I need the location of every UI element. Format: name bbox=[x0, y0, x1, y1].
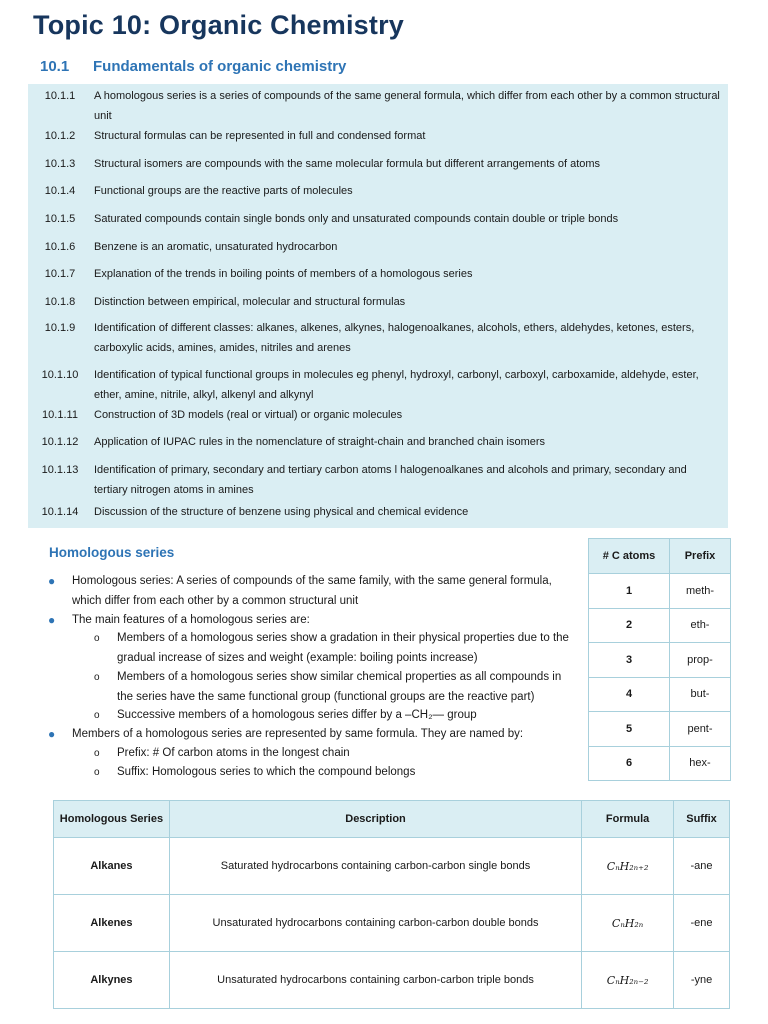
suffix-cell: -ene bbox=[674, 895, 730, 952]
objective-text: Saturated compounds contain single bonds only and unsaturated compounds contain double or triple bonds bbox=[94, 213, 619, 225]
objective-code: 10.1.12 bbox=[41, 436, 79, 448]
column-header: Formula bbox=[582, 801, 674, 838]
series-name-cell: Alkanes bbox=[54, 838, 170, 895]
objective-text: Distinction between empirical, molecular and structural formulas bbox=[94, 296, 406, 308]
bullet-icon: ● bbox=[48, 727, 56, 741]
prefix-cell: pent- bbox=[670, 712, 731, 747]
objective-text: Identification of typical functional groups in molecules eg phenyl, hydroxyl, carbonyl, carboxyl, carboxamide, aldehyde, ester, ether, amine, nitrile, alkyl, alkenyl and alkynyl bbox=[94, 369, 699, 401]
objective-code: 10.1.13 bbox=[41, 464, 79, 476]
column-header: Homologous Series bbox=[54, 801, 170, 838]
prefix-table bbox=[588, 538, 731, 781]
prefix-cell: hex- bbox=[670, 746, 731, 781]
objective-text: Functional groups are the reactive parts of molecules bbox=[94, 185, 353, 197]
table-row bbox=[54, 952, 730, 1009]
objective-text: Explanation of the trends in boiling points of members of a homologous series bbox=[94, 268, 473, 280]
description-cell: Unsaturated hydrocarbons containing carbon-carbon double bonds bbox=[169, 895, 581, 952]
circle-bullet-icon: o bbox=[94, 672, 100, 683]
circle-bullet-icon: o bbox=[94, 748, 100, 759]
formula-cell: CₙH₂ₙ₋₂ bbox=[582, 952, 674, 1009]
prefix-cell: eth- bbox=[670, 608, 731, 643]
list-item-text: Suffix: Homologous series to which the compound belongs bbox=[117, 766, 416, 778]
list-item-text: Members of a homologous series show similar chemical properties as all compounds in the series have the same functional group (functional groups are the reactive part) bbox=[117, 671, 562, 703]
prefix-cell: but- bbox=[670, 677, 731, 712]
formula-cell: CₙH₂ₙ bbox=[582, 895, 674, 952]
table-row bbox=[589, 608, 731, 643]
carbon-count-cell: 6 bbox=[589, 746, 670, 781]
objective-code: 10.1.7 bbox=[44, 268, 76, 280]
objective-text: Structural formulas can be represented in full and condensed format bbox=[94, 130, 426, 142]
table-row bbox=[54, 895, 730, 952]
series-name-cell: Alkynes bbox=[54, 952, 170, 1009]
section-heading bbox=[40, 58, 346, 75]
prefix-cell: meth- bbox=[670, 574, 731, 609]
section-number: 10.1 bbox=[40, 58, 70, 75]
objective-code: 10.1.9 bbox=[44, 322, 76, 334]
list-item-text: The main features of a homologous series are: bbox=[72, 614, 310, 626]
objective-text: Identification of primary, secondary and tertiary carbon atoms l halogenoalkanes and alcohols and primary, secondary and tertiary nitrogen atoms in amines bbox=[94, 464, 687, 496]
objective-text: Benzene is an aromatic, unsaturated hydrocarbon bbox=[94, 241, 338, 253]
table-header-row bbox=[589, 539, 731, 574]
description-cell: Saturated hydrocarbons containing carbon-carbon single bonds bbox=[169, 838, 581, 895]
column-header: Suffix bbox=[674, 801, 730, 838]
column-header: Prefix bbox=[670, 539, 731, 574]
carbon-count-cell: 4 bbox=[589, 677, 670, 712]
suffix-cell: -yne bbox=[674, 952, 730, 1009]
carbon-count-cell: 3 bbox=[589, 643, 670, 678]
description-cell: Unsaturated hydrocarbons containing carbon-carbon triple bonds bbox=[169, 952, 581, 1009]
objective-text: Structural isomers are compounds with the same molecular formula but different arrangements of atoms bbox=[94, 158, 601, 170]
objective-code: 10.1.3 bbox=[44, 158, 76, 170]
table-row bbox=[589, 677, 731, 712]
table-row bbox=[54, 838, 730, 895]
table-header-row bbox=[54, 801, 730, 838]
carbon-count-cell: 5 bbox=[589, 712, 670, 747]
circle-bullet-icon: o bbox=[94, 710, 100, 721]
objective-code: 10.1.4 bbox=[44, 185, 76, 197]
objective-code: 10.1.11 bbox=[42, 409, 78, 421]
list-item-text: Prefix: # Of carbon atoms in the longest chain bbox=[117, 747, 350, 759]
bullet-icon: ● bbox=[48, 574, 56, 588]
objective-text: A homologous series is a series of compounds of the same general formula, which differ from each other by a common structural unit bbox=[94, 90, 720, 122]
objective-text: Application of IUPAC rules in the nomenclature of straight-chain and branched chain isomers bbox=[94, 436, 546, 448]
objective-code: 10.1.1 bbox=[44, 90, 76, 102]
objectives-box bbox=[28, 84, 728, 528]
table-row bbox=[589, 746, 731, 781]
homologous-series-heading: Homologous series bbox=[49, 545, 175, 560]
list-item-text: Members of a homologous series are represented by same formula. They are named by: bbox=[72, 728, 524, 740]
objective-code: 10.1.10 bbox=[41, 369, 79, 381]
objective-code: 10.1.2 bbox=[44, 130, 76, 142]
list-item-text: Homologous series: A series of compounds of the same family, with the same general formula, which differ from each other by a common structural unit bbox=[72, 575, 552, 607]
carbon-count-cell: 2 bbox=[589, 608, 670, 643]
objective-text: Construction of 3D models (real or virtual) or organic molecules bbox=[94, 409, 403, 421]
table-row bbox=[589, 712, 731, 747]
prefix-cell: prop- bbox=[670, 643, 731, 678]
objective-code: 10.1.6 bbox=[44, 241, 76, 253]
section-title: Fundamentals of organic chemistry bbox=[93, 58, 347, 75]
circle-bullet-icon: o bbox=[94, 633, 100, 644]
objective-code: 10.1.14 bbox=[41, 506, 79, 518]
homologous-series-table bbox=[53, 800, 730, 1009]
objective-code: 10.1.8 bbox=[44, 296, 76, 308]
table-row bbox=[589, 574, 731, 609]
objective-code: 10.1.5 bbox=[44, 213, 76, 225]
table-row bbox=[589, 643, 731, 678]
list-item-text: Members of a homologous series show a gradation in their physical properties due to the gradual increase of sizes and weight (example: boiling points increase) bbox=[117, 632, 569, 664]
column-header: Description bbox=[169, 801, 581, 838]
series-name-cell: Alkenes bbox=[54, 895, 170, 952]
formula-cell: CₙH₂ₙ₊₂ bbox=[582, 838, 674, 895]
column-header: # C atoms bbox=[589, 539, 670, 574]
bullet-icon: ● bbox=[48, 613, 56, 627]
list-item-text: Successive members of a homologous series differ by a –CH₂— group bbox=[117, 709, 477, 721]
suffix-cell: -ane bbox=[674, 838, 730, 895]
page-title: Topic 10: Organic Chemistry bbox=[33, 10, 404, 40]
circle-bullet-icon: o bbox=[94, 767, 100, 778]
objective-text: Discussion of the structure of benzene using physical and chemical evidence bbox=[94, 506, 469, 518]
carbon-count-cell: 1 bbox=[589, 574, 670, 609]
objective-text: Identification of different classes: alkanes, alkenes, alkynes, halogenoalkanes, alcohols, ethers, aldehydes, ketones, esters, carboxylic acids, amines, amides, nitriles and arenes bbox=[94, 322, 695, 354]
